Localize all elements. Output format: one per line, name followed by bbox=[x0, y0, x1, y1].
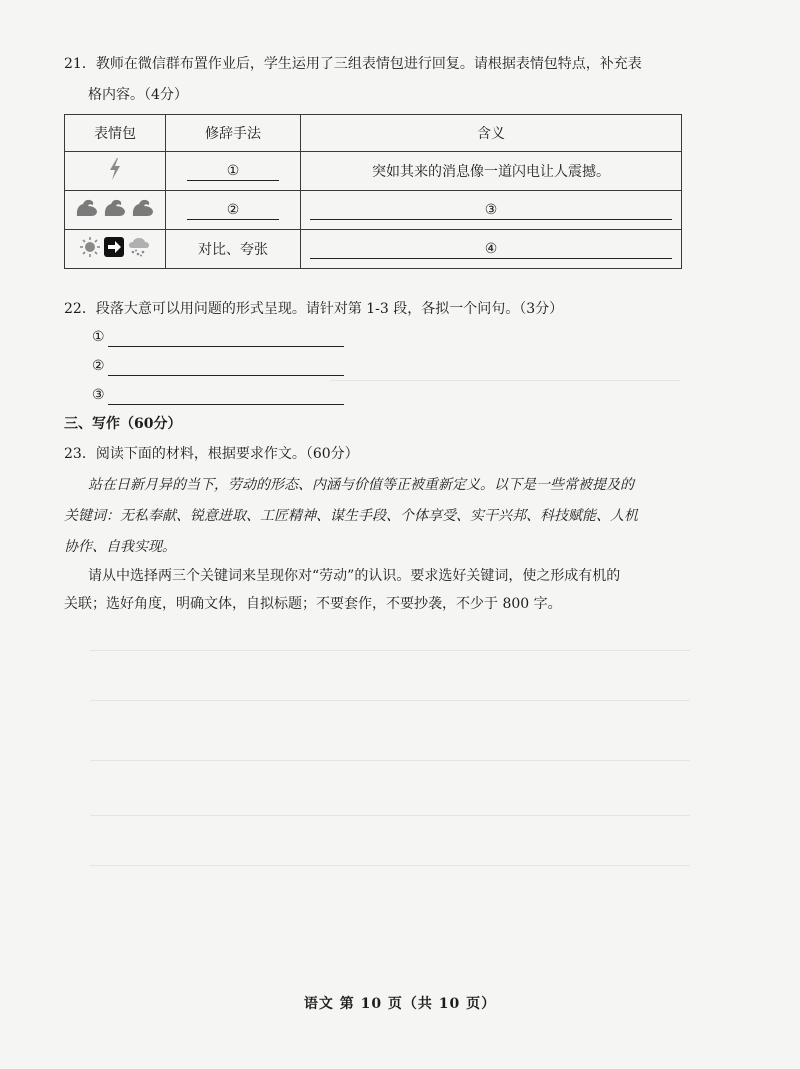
answer-line-3[interactable] bbox=[92, 385, 362, 405]
material-line: 关键词：无私奉献、锐意进取、工匠精神、谋生手段、个体享受、实干兴邦、科技赋能、人机 bbox=[64, 508, 638, 524]
sun-icon bbox=[80, 237, 100, 257]
answer-underline[interactable] bbox=[108, 359, 344, 376]
answer-line-1[interactable] bbox=[92, 327, 362, 347]
answer-line-2[interactable] bbox=[92, 356, 362, 376]
question-23-text: 23．阅读下面的材料，根据要求作文。（60分） bbox=[64, 446, 359, 462]
answer-underline[interactable] bbox=[108, 330, 344, 347]
snow-cloud-icon bbox=[128, 237, 150, 257]
header-rhetoric: 修辞手法 bbox=[166, 115, 301, 152]
bleed-through-line bbox=[90, 700, 690, 701]
requirement-line: 请从中选择两三个关键词来呈现你对“劳动”的认识。要求选好关键词，使之形成有机的 bbox=[88, 568, 621, 584]
table-row bbox=[65, 152, 682, 191]
flexed-biceps-icon bbox=[131, 198, 155, 218]
flexed-biceps-icon bbox=[103, 198, 127, 218]
answer-underline[interactable] bbox=[108, 388, 344, 405]
rhetoric-cell: 对比、夸张 bbox=[166, 230, 301, 269]
header-emoji: 表情包 bbox=[65, 115, 166, 152]
material-line: 站在日新月异的当下，劳动的形态、内涵与价值等正被重新定义。以下是一些常被提及的 bbox=[88, 477, 634, 493]
answer-number: ① bbox=[92, 329, 105, 345]
blank-4[interactable]: ④ bbox=[310, 240, 672, 259]
question-21-text: 21．教师在微信群布置作业后，学生运用了三组表情包进行回复。请根据表情包特点，补充表 bbox=[64, 56, 642, 72]
meaning-cell: 突如其来的消息像一道闪电让人震撼。 bbox=[301, 152, 682, 191]
bleed-through-line bbox=[90, 865, 690, 866]
header-meaning: 含义 bbox=[301, 115, 682, 152]
emoji-table bbox=[64, 114, 682, 269]
rhetoric-cell bbox=[166, 152, 301, 191]
table-row bbox=[65, 230, 682, 269]
material-line: 协作、自我实现。 bbox=[64, 539, 176, 555]
arrow-right-icon bbox=[104, 237, 124, 257]
bleed-through-line bbox=[90, 650, 690, 651]
meaning-cell bbox=[301, 230, 682, 269]
table-header-row bbox=[65, 115, 682, 152]
bleed-through-line bbox=[330, 380, 680, 381]
blank-1[interactable]: ① bbox=[187, 162, 279, 181]
emoji-cell bbox=[65, 191, 166, 230]
question-22-text: 22．段落大意可以用问题的形式呈现。请针对第 1-3 段，各拟一个问句。（3分） bbox=[64, 301, 564, 317]
blank-3[interactable]: ③ bbox=[310, 201, 672, 220]
meaning-cell bbox=[301, 191, 682, 230]
answer-number: ② bbox=[92, 358, 105, 374]
lightning-icon bbox=[108, 158, 122, 180]
table-row bbox=[65, 191, 682, 230]
flexed-biceps-icon bbox=[75, 198, 99, 218]
bleed-through-line bbox=[90, 815, 690, 816]
emoji-cell bbox=[65, 152, 166, 191]
rhetoric-cell bbox=[166, 191, 301, 230]
blank-2[interactable]: ② bbox=[187, 201, 279, 220]
emoji-cell bbox=[65, 230, 166, 269]
question-21-text-cont: 格内容。（4分） bbox=[88, 87, 188, 103]
requirement-line: 关联；选好角度，明确文体，自拟标题；不要套作，不要抄袭，不少于 800 字。 bbox=[64, 596, 562, 612]
section-heading: 三、写作（60分） bbox=[64, 416, 182, 432]
answer-number: ③ bbox=[92, 387, 105, 403]
page-footer: 语文 第 10 页（共 10 页） bbox=[303, 996, 497, 1012]
bleed-through-line bbox=[90, 760, 690, 761]
